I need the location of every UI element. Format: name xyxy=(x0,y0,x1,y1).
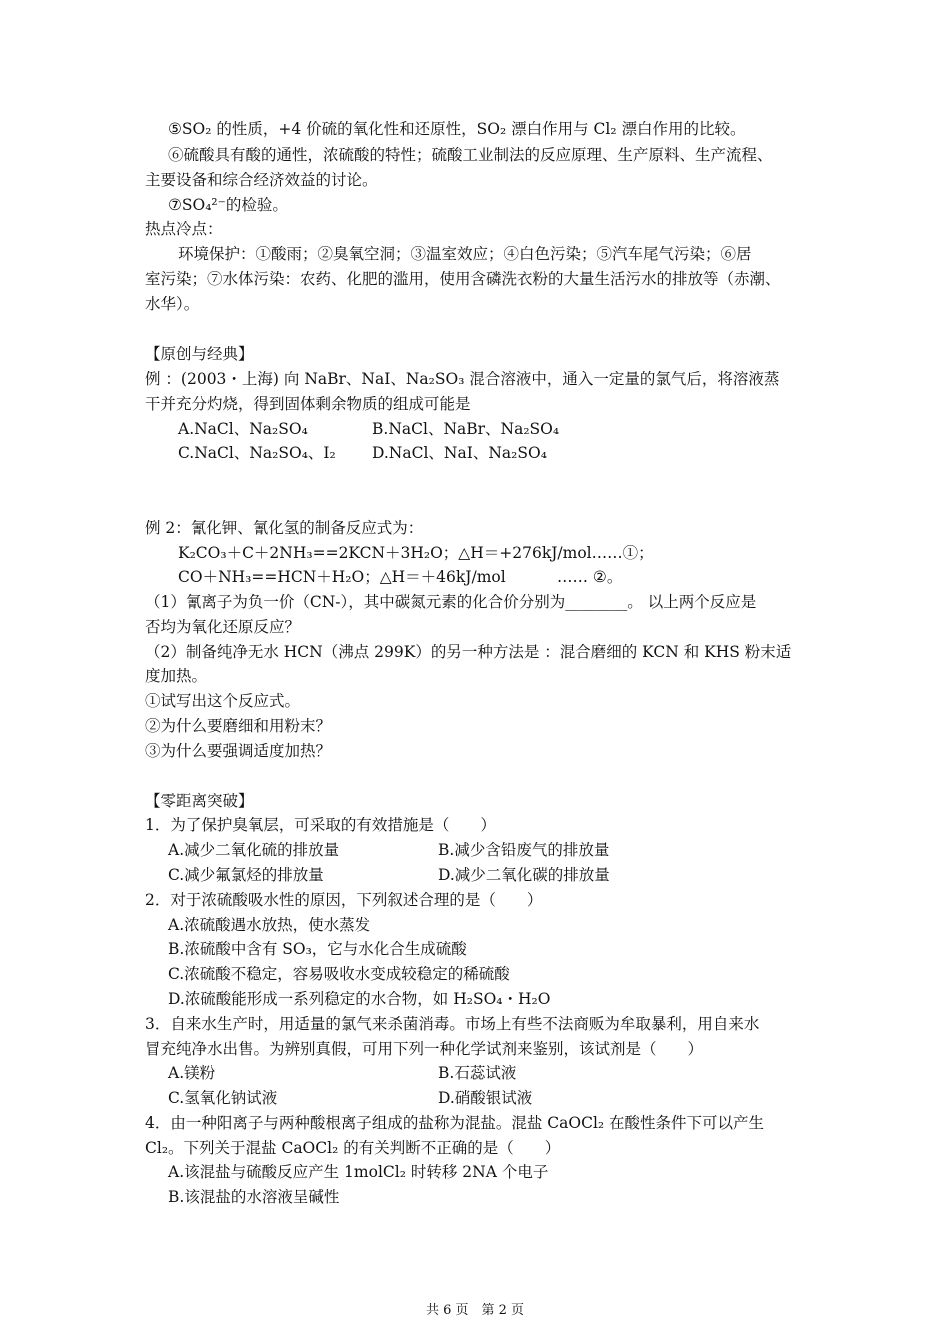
option-d: D.硝酸银试液 xyxy=(438,1089,533,1107)
text-line: 例 2：氰化钾、氰化氢的制备反应式为： xyxy=(145,519,424,537)
text-line: （2）制备纯净无水 HCN（沸点 299K）的另一种方法是 ：混合磨细的 KCN 和 KHS 粉末适 xyxy=(145,643,792,661)
text-line: 例 ：(2003・上海) 向 NaBr、NaI、Na₂SO₃ 混合溶液中，通入一定量的氯气后，将溶液蒸 xyxy=(145,370,780,388)
text-line: 否均为氧化还原反应？ xyxy=(145,618,301,636)
option-c: C.浓硫酸不稳定，容易吸收水变成较稳定的稀硫酸 xyxy=(168,965,510,983)
option-d: D.减少二氧化碳的排放量 xyxy=(438,866,610,884)
option-b: B.减少含铅废气的排放量 xyxy=(438,841,610,859)
text-line: 环境保护：①酸雨；②臭氧空洞；③温室效应；④白色污染；⑤汽车尾气污染；⑥居 xyxy=(178,245,752,263)
text-line: 冒充纯净水出售。为辨别真假，可用下列一种化学试剂来鉴别，该试剂是（ ） xyxy=(145,1040,704,1058)
page-footer: 共 6 页 第 2 页 xyxy=(425,1303,525,1318)
question-1: 1．为了保护臭氧层，可采取的有效措施是（ ） xyxy=(145,816,496,834)
text-line: ⑦SO₄²⁻的检验。 xyxy=(168,196,288,214)
section-heading: 【零距离突破】 xyxy=(145,792,254,810)
text-line: 主要设备和综合经济效益的讨论。 xyxy=(145,171,378,189)
text-line: 干并充分灼烧，得到固体剩余物质的组成可能是 xyxy=(145,395,471,413)
option-a: A.该混盐与硫酸反应产生 1molCl₂ 时转移 2NA 个电子 xyxy=(168,1163,549,1181)
option-b: B.浓硫酸中含有 SO₃，它与水化合生成硫酸 xyxy=(168,940,467,958)
option-a: A.浓硫酸遇水放热，使水蒸发 xyxy=(168,916,371,934)
text-line: （1）氰离子为负一价（CN-），其中碳氮元素的化合价分别为________。 以上两个反应是 xyxy=(145,593,757,611)
option-c: C.NaCl、Na₂SO₄、I₂ xyxy=(178,444,336,462)
text-line: ①试写出这个反应式。 xyxy=(145,692,301,710)
option-d: D.浓硫酸能形成一系列稳定的水合物，如 H₂SO₄・H₂O xyxy=(168,990,551,1008)
text-line: 度加热。 xyxy=(145,667,208,685)
option-a: A.NaCl、Na₂SO₄ xyxy=(178,420,308,438)
question-3: 3．自来水生产时，用适量的氯气来杀菌消毒。市场上有些不法商贩为牟取暴利，用自来水 xyxy=(145,1015,760,1033)
text-line: Cl₂。下列关于混盐 CaOCl₂ 的有关判断不正确的是（ ） xyxy=(145,1139,561,1157)
text-line: ⑥硫酸具有酸的通性，浓硫酸的特性；硫酸工业制法的反应原理、生产原料、生产流程、 xyxy=(168,146,773,164)
option-b: B.石蕊试液 xyxy=(438,1064,517,1082)
option-b: B.该混盐的水溶液呈碱性 xyxy=(168,1188,340,1206)
text-line: ⑤SO₂ 的性质，+4 价硫的氧化性和还原性，SO₂ 漂白作用与 Cl₂ 漂白作用的比较。 xyxy=(168,120,746,138)
text-line: ②为什么要磨细和用粉末？ xyxy=(145,717,332,735)
option-c: C.减少氟氯烃的排放量 xyxy=(168,866,324,884)
option-b: B.NaCl、NaBr、Na₂SO₄ xyxy=(372,420,560,438)
text-line: 室污染；⑦水体污染：农药、化肥的滥用，使用含磷洗衣粉的大量生活污水的排放等（赤潮、 xyxy=(145,270,781,288)
equation-2: CO＋NH₃==HCN＋H₂O；△H＝＋46kJ/mol xyxy=(178,568,506,586)
option-a: A.镁粉 xyxy=(168,1064,216,1082)
equation-1: K₂CO₃＋C＋2NH₃==2KCN＋3H₂O；△H＝+276kJ/mol……①； xyxy=(178,544,654,562)
text-line: ③为什么要强调适度加热？ xyxy=(145,742,332,760)
question-4: 4．由一种阳离子与两种酸根离子组成的盐称为混盐。混盐 CaOCl₂ 在酸性条件下可以产生 xyxy=(145,1114,765,1132)
option-d: D.NaCl、NaI、Na₂SO₄ xyxy=(372,444,547,462)
question-2: 2．对于浓硫酸吸水性的原因，下列叙述合理的是（ ） xyxy=(145,891,543,909)
equation-2-label: …… ②。 xyxy=(557,568,623,586)
section-label: 热点冷点： xyxy=(145,220,223,238)
option-c: C.氢氧化钠试液 xyxy=(168,1089,278,1107)
option-a: A.减少二氧化硫的排放量 xyxy=(168,841,340,859)
section-heading: 【原创与经典】 xyxy=(145,345,254,363)
text-line: 水华）。 xyxy=(145,295,200,313)
